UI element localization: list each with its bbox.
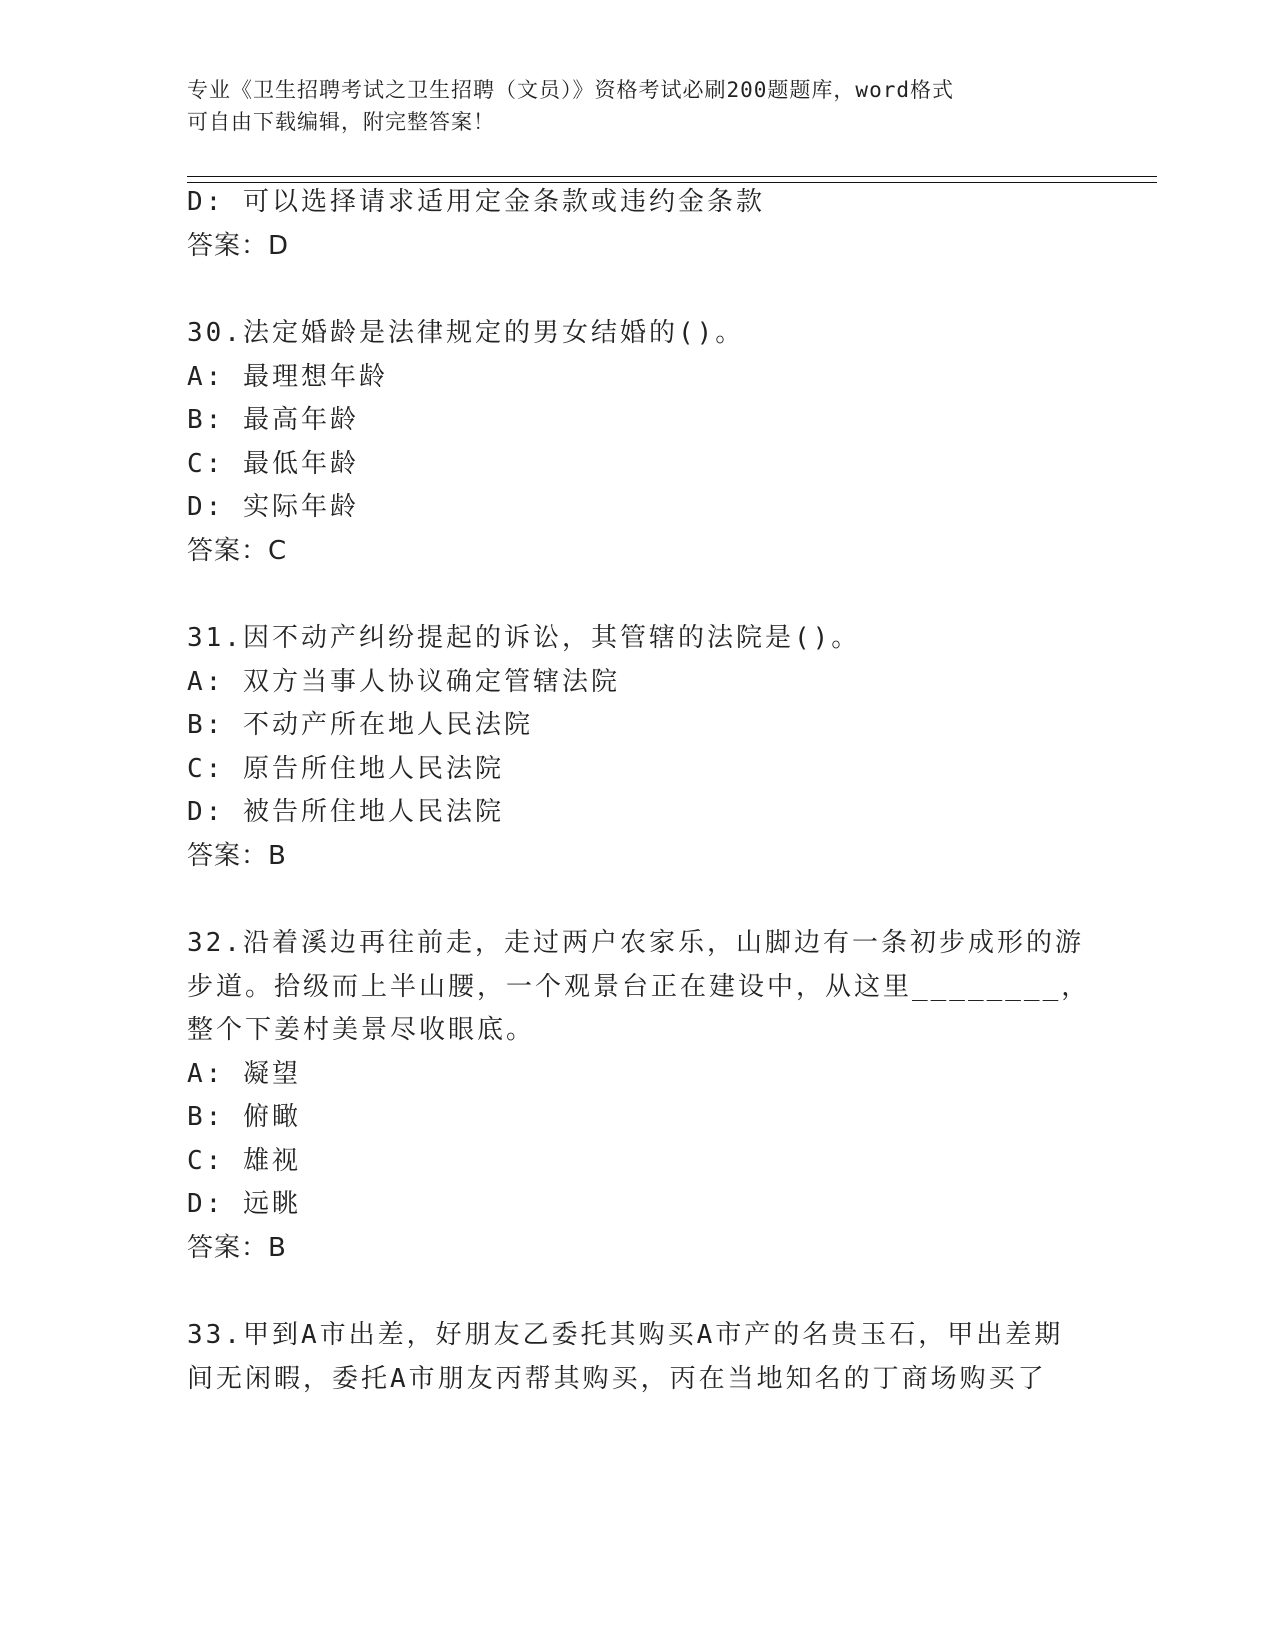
header-line-1: 专业《卫生招聘考试之卫生招聘（文员）》资格考试必刷200题题库，word格式 <box>187 78 954 102</box>
question-33-line-2: 间无闲暇，委托A市朋友丙帮其购买，丙在当地知名的丁商场购买了 <box>187 1364 1047 1394</box>
question-32-line-1: 32.沿着溪边再往前走，走过两户农家乐，山脚边有一条初步成形的游 <box>187 928 1084 958</box>
option-a-q31: A: 双方当事人协议确定管辖法院 <box>187 667 620 697</box>
option-d-q32: D: 远眺 <box>187 1189 301 1219</box>
option-b-q31: B: 不动产所在地人民法院 <box>187 710 533 740</box>
option-a-q30: A: 最理想年龄 <box>187 362 388 392</box>
option-c-q31: C: 原告所住地人民法院 <box>187 754 504 784</box>
option-d-q30: D: 实际年龄 <box>187 492 359 522</box>
option-b-q30: B: 最高年龄 <box>187 405 359 435</box>
question-30: 30.法定婚龄是法律规定的男女结婚的()。 <box>187 318 745 348</box>
answer-q30: 答案：C <box>187 536 288 566</box>
header-rule-top <box>187 176 1157 177</box>
option-b-q32: B: 俯瞰 <box>187 1102 301 1132</box>
option-d-q29: D: 可以选择请求适用定金条款或违约金条款 <box>187 187 765 217</box>
question-31: 31.因不动产纠纷提起的诉讼，其管辖的法院是()。 <box>187 623 861 653</box>
document-header <box>187 74 1087 138</box>
header-line-2: 可自由下载编辑，附完整答案！ <box>187 110 495 134</box>
header-rule-bottom <box>187 182 1157 183</box>
answer-q32: 答案：B <box>187 1233 287 1263</box>
option-c-q32: C: 雄视 <box>187 1146 301 1176</box>
question-33-line-1: 33.甲到A市出差，好朋友乙委托其购买A市产的名贵玉石，甲出差期 <box>187 1320 1064 1350</box>
answer-q31: 答案：B <box>187 841 287 871</box>
question-32-line-2: 步道。拾级而上半山腰，一个观景台正在建设中，从这里________， <box>187 972 1091 1002</box>
question-32-line-3: 整个下姜村美景尽收眼底。 <box>187 1015 536 1045</box>
option-a-q32: A: 凝望 <box>187 1059 301 1089</box>
answer-q29: 答案：D <box>187 231 290 261</box>
option-c-q30: C: 最低年龄 <box>187 449 359 479</box>
option-d-q31: D: 被告所住地人民法院 <box>187 797 504 827</box>
